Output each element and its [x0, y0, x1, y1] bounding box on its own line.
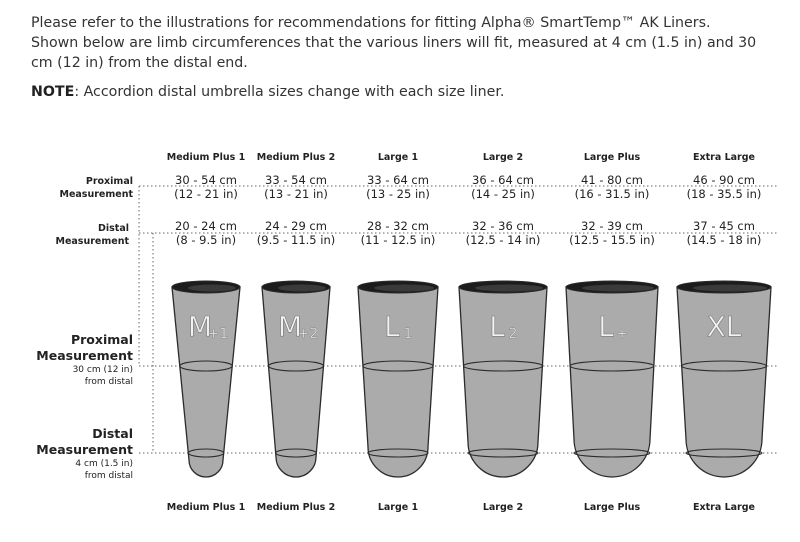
size-footer: Large Plus — [583, 502, 641, 513]
proximal-in: (14 - 25 in) — [471, 187, 535, 201]
proximal-callout-subtitle: Measurement — [36, 348, 133, 363]
distal-in: (11 - 12.5 in) — [360, 233, 436, 247]
intro-line-1: Please refer to the illustrations for recommendations for fitting Alpha® SmartTemp™ AK Liners. — [31, 15, 711, 31]
size-icon-letter: M — [187, 310, 213, 343]
size-icon-letter: L — [489, 310, 505, 343]
liner-opening-inner — [374, 285, 434, 292]
note-text: : Accordion distal umbrella sizes change with each size liner. — [74, 84, 505, 100]
liner-opening-inner — [693, 285, 767, 292]
liner-3 — [358, 281, 438, 477]
intro-line-2: Shown below are limb circumferences that the various liners will fit, measured at 4 cm (1.5 in) and 30 — [31, 35, 757, 51]
distal-cm: 32 - 39 cm — [581, 219, 643, 233]
liner-opening-inner — [475, 285, 543, 292]
intro-line-3: cm (12 in) from the distal end. — [31, 55, 248, 71]
liner-4 — [459, 281, 547, 477]
size-header: Large 1 — [377, 152, 419, 163]
measurement-label-text: Measurement — [59, 189, 133, 200]
size-header: Extra Large — [693, 152, 755, 163]
size-icon-letter: M — [277, 310, 303, 343]
proximal-cm: 33 - 54 cm — [265, 173, 327, 187]
proximal-cm: 41 - 80 cm — [581, 173, 643, 187]
liner-opening-inner — [278, 285, 326, 292]
proximal-cm: 36 - 64 cm — [472, 173, 534, 187]
distal-cm: 32 - 36 cm — [472, 219, 534, 233]
liner-group — [172, 281, 771, 477]
liner-2 — [262, 281, 330, 477]
size-footer: Medium Plus 2 — [256, 502, 336, 513]
size-icon-subscript: +2 — [297, 326, 319, 342]
distal-callout-title: Distal — [92, 426, 133, 441]
size-footer: Large 2 — [482, 502, 524, 513]
size-icon-letter: L — [384, 310, 400, 343]
distal-callout-note: 4 cm (1.5 in) — [75, 459, 133, 469]
size-header: Large Plus — [583, 152, 641, 163]
proximal-callout-title: Proximal — [70, 332, 133, 347]
size-icon-subscript: 2 — [508, 326, 518, 342]
size-header: Large 2 — [482, 152, 524, 163]
distal-in: (8 - 9.5 in) — [175, 233, 237, 247]
liner-opening-inner — [582, 285, 654, 292]
liner-opening-inner — [188, 285, 236, 292]
distal-cm: 28 - 32 cm — [367, 219, 429, 233]
distal-cm: 20 - 24 cm — [175, 219, 237, 233]
proximal-cm: 30 - 54 cm — [175, 173, 237, 187]
size-icon-subscript: +1 — [207, 326, 229, 342]
size-header: Medium Plus 2 — [256, 152, 336, 163]
distal-callout-subtitle: Measurement — [36, 442, 133, 457]
size-footer: Large 1 — [377, 502, 419, 513]
proximal-in: (12 - 21 in) — [174, 187, 238, 201]
distal-in: (14.5 - 18 in) — [686, 233, 762, 247]
distal-in: (12.5 - 15.5 in) — [569, 233, 655, 247]
liner-5 — [566, 281, 658, 477]
proximal-callout-note: from distal — [84, 377, 133, 387]
size-icon-subscript: + — [616, 326, 628, 342]
size-footer: Medium Plus 1 — [166, 502, 246, 513]
proximal-in: (13 - 21 in) — [264, 187, 328, 201]
size-footer: Extra Large — [693, 502, 755, 513]
liner-1 — [172, 281, 240, 477]
distal-label-text: Distal — [97, 223, 129, 234]
liner-6 — [677, 281, 771, 477]
measurement-label-text: Measurement — [55, 236, 129, 247]
proximal-callout-note: 30 cm (12 in) — [72, 365, 133, 375]
size-header: Medium Plus 1 — [166, 152, 246, 163]
note-label: NOTE — [31, 84, 75, 100]
distal-callout-note: from distal — [84, 471, 133, 481]
proximal-in: (18 - 35.5 in) — [686, 187, 762, 201]
proximal-in: (13 - 25 in) — [366, 187, 430, 201]
proximal-cm: 46 - 90 cm — [693, 173, 755, 187]
size-icon-subscript: 1 — [403, 326, 413, 342]
proximal-in: (16 - 31.5 in) — [574, 187, 650, 201]
distal-in: (9.5 - 11.5 in) — [256, 233, 336, 247]
size-icon-letter: L — [598, 310, 614, 343]
proximal-label-text: Proximal — [85, 176, 133, 187]
proximal-cm: 33 - 64 cm — [367, 173, 429, 187]
distal-cm: 37 - 45 cm — [693, 219, 755, 233]
size-icon-letter: XL — [706, 310, 742, 343]
distal-cm: 24 - 29 cm — [265, 219, 327, 233]
distal-in: (12.5 - 14 in) — [465, 233, 541, 247]
